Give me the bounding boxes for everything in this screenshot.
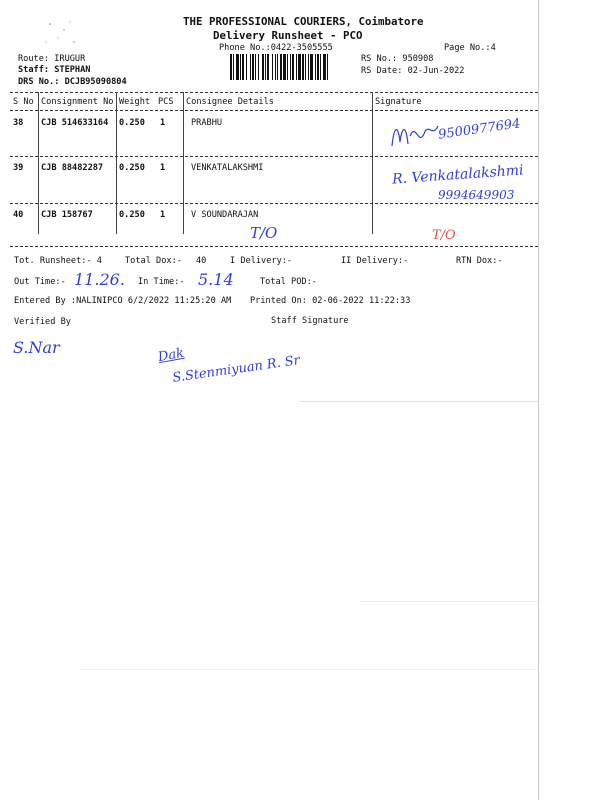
drs-number: DRS No.: DCJB95090804 bbox=[18, 77, 127, 87]
total-pod: Total POD:- bbox=[260, 277, 317, 287]
column-divider bbox=[38, 92, 39, 234]
document-title: Delivery Runsheet - PCO bbox=[213, 29, 363, 42]
column-header-consignee: Consignee Details bbox=[186, 97, 274, 107]
handwritten-phone-note: 9994649903 bbox=[438, 188, 515, 202]
entered-by: Entered By :NALINIPCO 6/2/2022 11:25:20 AM bbox=[14, 296, 232, 306]
scan-artifact-line bbox=[80, 669, 538, 670]
table-row-weight: 0.250 bbox=[119, 163, 145, 173]
total-dox-label: Total Dox:- bbox=[125, 256, 182, 266]
i-delivery: I Delivery:- bbox=[230, 256, 293, 266]
phone-number: Phone No.:0422-3505555 bbox=[219, 43, 333, 53]
rs-number: RS No.: 950908 bbox=[361, 54, 434, 64]
staff-signature: S.Stenmiyuan R. Sr bbox=[171, 353, 301, 386]
table-row-weight: 0.250 bbox=[119, 118, 145, 128]
out-time-label: Out Time:- bbox=[14, 277, 66, 287]
in-time-label: In Time:- bbox=[138, 277, 185, 287]
scan-artifact-line bbox=[360, 601, 538, 602]
rs-date: RS Date: 02-Jun-2022 bbox=[361, 66, 465, 76]
table-bottom-rule bbox=[10, 246, 538, 247]
row-separator bbox=[10, 203, 538, 204]
verified-by-label: Verified By bbox=[14, 317, 71, 327]
handwritten-note: T/O bbox=[250, 224, 278, 242]
column-divider bbox=[183, 92, 184, 234]
table-row-pcs: 1 bbox=[160, 210, 166, 220]
column-header-weight: Weight bbox=[119, 97, 151, 107]
staff-signature-mark: Dak bbox=[156, 345, 186, 366]
rtn-dox: RTN Dox:- bbox=[456, 256, 503, 266]
column-header-sno: S No bbox=[13, 97, 34, 107]
table-row-sno: 38 bbox=[13, 118, 24, 128]
handwritten-note: T/O bbox=[432, 228, 456, 243]
out-time-value: 11.26. bbox=[74, 270, 125, 289]
table-header-rule bbox=[10, 110, 538, 111]
barcode-image bbox=[230, 54, 356, 80]
scan-speckle bbox=[44, 20, 84, 50]
table-row-weight: 0.250 bbox=[119, 210, 145, 220]
scan-artifact-line bbox=[300, 401, 538, 402]
column-divider bbox=[116, 92, 117, 234]
handwritten-phone-note: 9500977694 bbox=[437, 116, 522, 143]
staff-name: Staff: STEPHAN bbox=[18, 65, 91, 75]
table-row-pcs: 1 bbox=[160, 118, 166, 128]
page-number: Page No.:4 bbox=[444, 43, 496, 53]
scan-edge-line bbox=[538, 0, 539, 800]
table-row-consignment: CJB 158767 bbox=[41, 210, 93, 220]
column-header-consignment: Consignment No bbox=[41, 97, 114, 107]
column-header-signature: Signature bbox=[375, 97, 422, 107]
in-time-value: 5.14 bbox=[198, 270, 234, 289]
total-dox-value: 40 bbox=[196, 256, 207, 266]
handwritten-name: R. Venkatalakshmi bbox=[391, 162, 525, 188]
row-separator bbox=[10, 156, 538, 157]
company-name: THE PROFESSIONAL COURIERS, Coimbatore bbox=[183, 15, 424, 28]
total-runsheet: Tot. Runsheet:- 4 bbox=[14, 256, 102, 266]
route: Route: IRUGUR bbox=[18, 54, 86, 64]
table-row-consignee: V SOUNDARAJAN bbox=[191, 210, 259, 220]
table-row-consignee: VENKATALAKSHMI bbox=[191, 163, 264, 173]
table-row-pcs: 1 bbox=[160, 163, 166, 173]
printed-on: Printed On: 02-06-2022 11:22:33 bbox=[250, 296, 411, 306]
table-row-sno: 39 bbox=[13, 163, 24, 173]
table-row-consignment: CJB 514633164 bbox=[41, 118, 109, 128]
verified-by-signature: S.Nar bbox=[13, 338, 60, 357]
column-header-pcs: PCS bbox=[158, 97, 174, 107]
ii-delivery: II Delivery:- bbox=[341, 256, 409, 266]
table-row-consignee: PRABHU bbox=[191, 118, 223, 128]
table-top-rule bbox=[10, 92, 538, 93]
column-divider bbox=[372, 92, 373, 234]
table-row-sno: 40 bbox=[13, 210, 24, 220]
table-row-consignment: CJB 88482287 bbox=[41, 163, 104, 173]
staff-signature-label: Staff Signature bbox=[271, 316, 349, 326]
